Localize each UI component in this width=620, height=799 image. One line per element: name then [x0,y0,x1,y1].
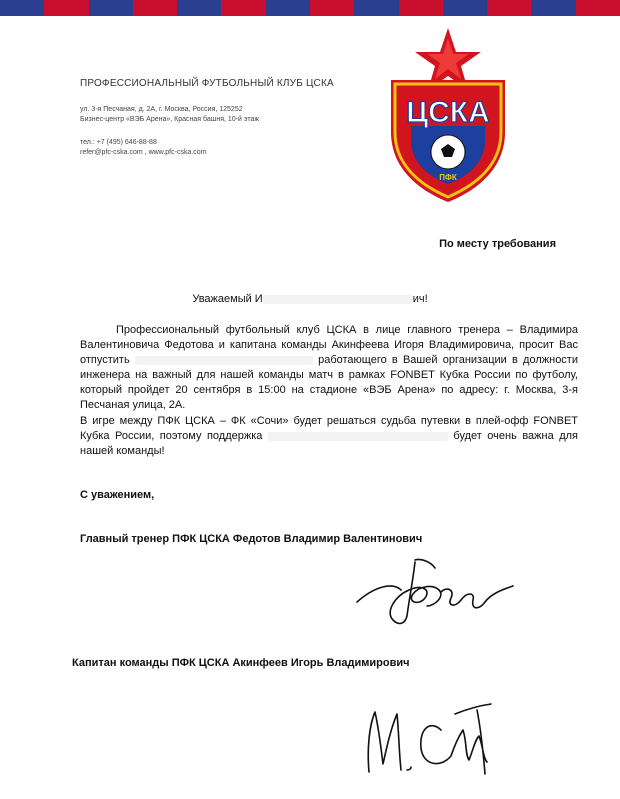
header-stripe [443,0,487,16]
crest-label: ПФК [439,173,457,182]
regards-line: С уважением, [80,489,155,501]
coach-signatory: Главный тренер ПФК ЦСКА Федотов Владимир Валентинович [80,533,423,545]
address-line: Бизнес-центр «ВЭБ Арена», Красная башня, 10-й этаж [80,116,260,123]
greeting-end: ич! [412,293,428,305]
header-stripe [221,0,265,16]
letter-paragraph-1: Профессиональный футбольный клуб ЦСКА в лице главного тренера – Владимира Валентиновича Федотова и капитана команды Акинфеева Игоря Владимировича, просит Вас отпустить работающего в Вашей организации в должности инженера на важный для нашей команды матч в рамках FONBET Кубка России по футболу, который пройдет 20 сентября в 15:00 на стадионе «ВЭБ Арена» по адресу: г. Москва, 3-я Песчаная улица, 2А. [80,324,578,411]
club-crest-logo [383,28,513,204]
phone-line: тел.: +7 (495) 646-88-88 [80,139,157,146]
header-stripe [0,0,44,16]
header-stripe [531,0,575,16]
header-color-stripes [0,0,620,16]
header-stripe [177,0,221,16]
captain-signatory: Капитан команды ПФК ЦСКА Акинфеев Игорь Владимирович [72,657,410,669]
redacted-employee-name [135,356,313,365]
addressee-line: По месту требования [439,238,556,250]
address-line: ул. 3-я Песчаная, д. 2А, г. Москва, Россия, 125252 [80,106,243,113]
redacted-name [263,295,413,304]
header-stripe [133,0,177,16]
letter-paragraph-2: В игре между ПФК ЦСКА – ФК «Сочи» будет решаться судьба путевки в плей-офф FONBET Кубка России, поэтому поддержка будет очень важна для нашей команды! [80,415,578,457]
header-stripe [44,0,88,16]
header-stripe [576,0,620,16]
header-stripe [310,0,354,16]
greeting-line [0,293,620,305]
web-line: refer@pfc-cska.com , www.pfc-cska.com [80,149,207,156]
coach-signature [355,550,515,630]
header-stripe [354,0,398,16]
address-block [80,105,259,125]
captain-signature [355,690,505,780]
redacted-employee-name [268,432,448,441]
organization-name: ПРОФЕССИОНАЛЬНЫЙ ФУТБОЛЬНЫЙ КЛУБ ЦСКА [80,78,334,89]
crest-wordmark: ЦСКА [406,96,490,129]
header-stripe [399,0,443,16]
contacts-block [80,138,207,158]
greeting-start: Уважаемый И [192,293,263,305]
header-stripe [266,0,310,16]
header-stripe [89,0,133,16]
header-stripe [487,0,531,16]
